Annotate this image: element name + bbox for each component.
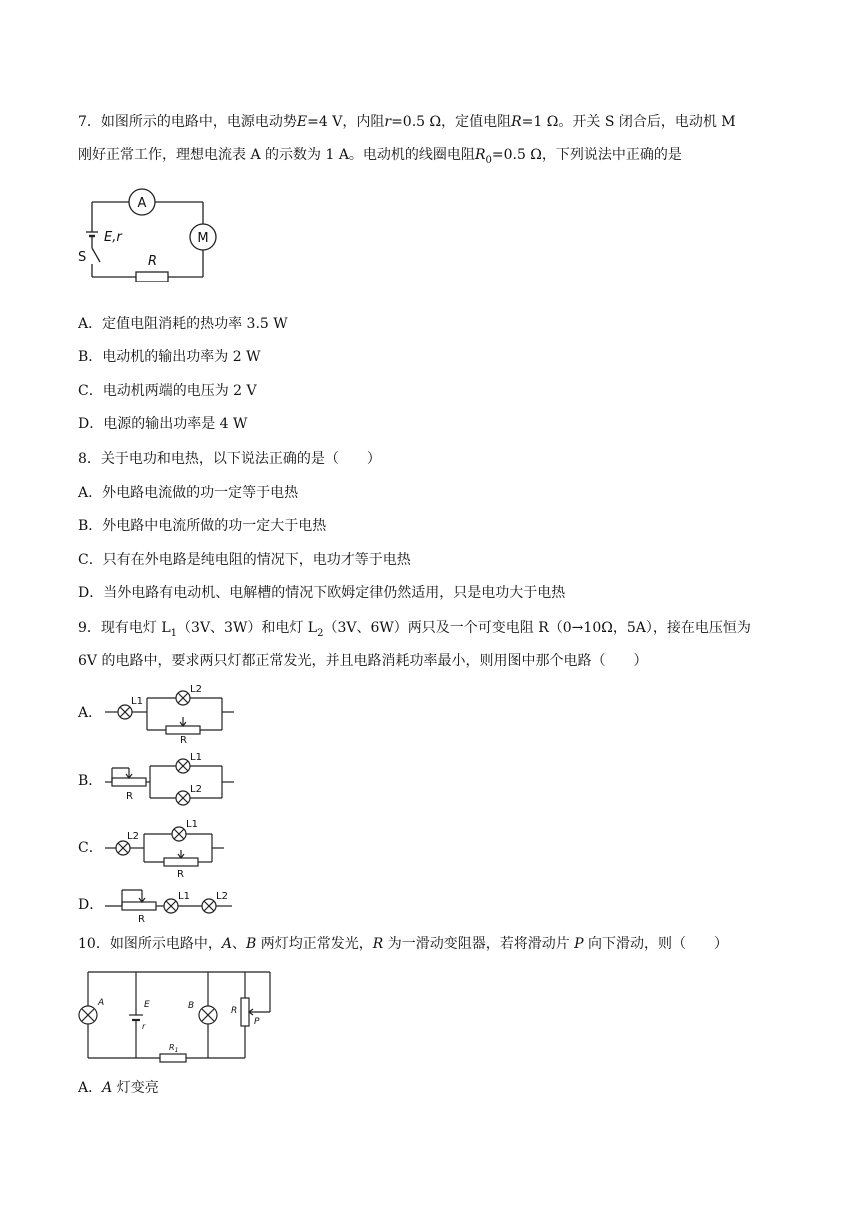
q8-option-c: C．只有在外电路是纯电阻的情况下，电功才等于电热 <box>78 552 411 568</box>
q7-resistor-label: R <box>148 254 158 269</box>
q7-ammeter-label: A <box>137 196 147 211</box>
q9-b-l2-label: L2 <box>190 784 202 795</box>
q9-b-r-label: R <box>126 791 133 802</box>
q10-rheostat-label: R <box>231 1006 238 1016</box>
q9-c-l2-label: L2 <box>127 831 139 842</box>
q10-r1-label: $R_1$ <box>169 1043 179 1054</box>
q7-option-c: C．电动机两端的电压为 2 V <box>78 383 257 399</box>
q7-stem-line1: 7．如图所示的电路中，电源电动势E=4 V，内阻r=0.5 Ω，定值电阻R=1 Ω。开关 S 闭合后，电动机 M <box>78 114 736 130</box>
q7-motor-label: M <box>197 231 209 246</box>
q8-option-a: A．外电路电流做的功一定等于电热 <box>78 485 299 501</box>
q10-option-a: A．A 灯变亮 <box>78 1080 159 1096</box>
q8-option-d: D．当外电路有电动机、电解槽的情况下欧姆定律仍然适用，只是电功大于电热 <box>78 585 566 601</box>
q10-source-label: E <box>144 1000 150 1010</box>
q9-circuit-c <box>100 816 240 878</box>
q9-circuit-a <box>100 684 240 744</box>
q9-a-l2-label: L2 <box>190 684 202 695</box>
q10-lamp-a-label: A <box>98 998 105 1008</box>
q9-a-r-label: R <box>180 735 187 744</box>
q7-circuit-figure <box>72 182 242 282</box>
q9-circuit-b <box>100 752 240 812</box>
q9-d-r-label: R <box>138 914 145 924</box>
q9-b-l1-label: L1 <box>190 752 202 763</box>
q9-option-d-letter: D． <box>78 897 104 913</box>
q7-option-a: A．定值电阻消耗的热功率 3.5 W <box>78 316 288 332</box>
q7-stem-line2: 刚好正常工作，理想电流表 A 的示数为 1 A。电动机的线圈电阻$R_0=0.5$ Ω，下列说法中正确的是 <box>78 147 682 166</box>
q10-stem: 10．如图所示电路中，A、B 两灯均正常发光，R 为一滑动变阻器，若将滑动片 P 向下滑动，则（ ） <box>78 936 729 952</box>
q10-circuit-figure <box>74 966 304 1066</box>
q9-option-b-letter: B． <box>78 773 103 789</box>
q9-a-l1-label: L1 <box>131 696 143 707</box>
q10-slider-label: P <box>254 1017 260 1027</box>
q10-rheostat <box>241 998 249 1026</box>
q9-d-l2-label: L2 <box>216 891 228 902</box>
q9-option-a-letter: A． <box>78 705 103 721</box>
q9-circuit-d <box>100 880 240 924</box>
q10-internal-label: r <box>142 1022 146 1031</box>
q9-stem-line1: 9．现有电灯 $L_1(3V$、3W）和电灯 $L_2(3V$、6W）两只及一个可变电阻 R（0→10Ω，5A），接在电压恒为 <box>78 620 751 639</box>
q7-switch-label: S <box>78 250 87 265</box>
q9-c-r-label: R <box>177 869 184 878</box>
q8-stem: 8．关于电功和电热，以下说法正确的是（ ） <box>78 451 381 467</box>
q7-option-d: D．电源的输出功率是 4 W <box>78 416 248 432</box>
q9-stem-line2: 6V 的电路中，要求两只灯都正常发光，并且电路消耗功率最小，则用图中那个电路（ ） <box>78 653 648 669</box>
q7-option-b: B．电动机的输出功率为 2 W <box>78 349 261 365</box>
q9-c-l1-label: L1 <box>186 819 198 830</box>
q7-source-label: E,r <box>104 230 122 245</box>
q10-resistor-r1 <box>160 1054 186 1062</box>
q10-lamp-b-label: B <box>188 1001 195 1011</box>
q9-option-c-letter: C． <box>78 840 103 856</box>
q9-d-l1-label: L1 <box>178 891 190 902</box>
q8-option-b: B．外电路中电流所做的功一定大于电热 <box>78 518 327 534</box>
